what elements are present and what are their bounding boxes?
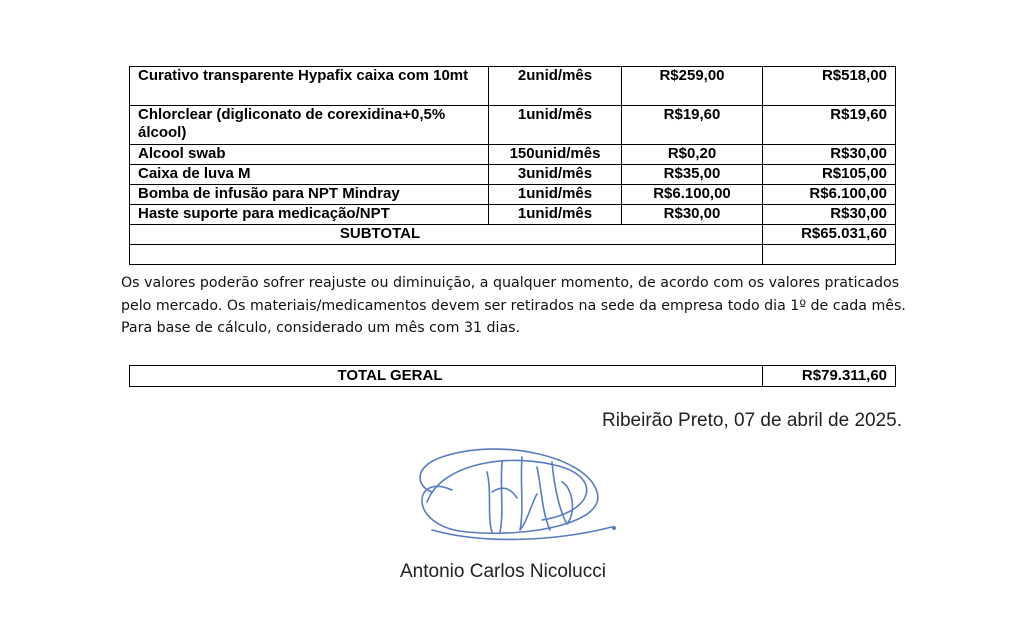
table-row [130, 165, 896, 185]
table-row [130, 205, 896, 225]
item-description: Caixa de luva M [130, 165, 489, 185]
subtotal-value: R$65.031,60 [763, 225, 896, 245]
item-description: Alcool swab [130, 145, 489, 165]
grand-total-row [130, 366, 896, 387]
item-total: R$19,60 [763, 106, 896, 145]
item-unit-price: R$6.100,00 [622, 185, 763, 205]
signature-strokes [420, 449, 615, 539]
item-total: R$518,00 [763, 67, 896, 106]
item-description: Chlorclear (digliconato de corexidina+0,5% álcool) [130, 106, 489, 145]
item-description: Curativo transparente Hypafix caixa com 10mt [130, 67, 489, 106]
grand-total-label: TOTAL GERAL [130, 366, 763, 387]
item-quantity: 1unid/mês [489, 185, 622, 205]
grand-total-table [129, 365, 896, 387]
item-total: R$30,00 [763, 205, 896, 225]
empty-cell [763, 245, 896, 265]
items-table [129, 66, 896, 265]
table-row [130, 145, 896, 165]
item-quantity: 2unid/mês [489, 67, 622, 106]
table-row [130, 185, 896, 205]
item-quantity: 3unid/mês [489, 165, 622, 185]
empty-row [130, 245, 896, 265]
item-description: Haste suporte para medicação/NPT [130, 205, 489, 225]
item-quantity: 1unid/mês [489, 106, 622, 145]
item-total: R$105,00 [763, 165, 896, 185]
subtotal-label: SUBTOTAL [130, 225, 763, 245]
signer-name: Antonio Carlos Nicolucci [400, 561, 606, 582]
table-row [130, 67, 896, 106]
item-unit-price: R$35,00 [622, 165, 763, 185]
signature-image [392, 432, 632, 562]
item-unit-price: R$0,20 [622, 145, 763, 165]
subtotal-row [130, 225, 896, 245]
item-unit-price: R$19,60 [622, 106, 763, 145]
item-quantity: 150unid/mês [489, 145, 622, 165]
item-total: R$30,00 [763, 145, 896, 165]
empty-cell [130, 245, 763, 265]
item-description: Bomba de infusão para NPT Mindray [130, 185, 489, 205]
item-quantity: 1unid/mês [489, 205, 622, 225]
pricing-note: Os valores poderão sofrer reajuste ou diminuição, a qualquer momento, de acordo com os valores praticados pelo mercado. Os materiais/medicamentos devem ser retirados na sede da empresa todo dia 1º de cada mês. Para base de cálculo, considerado um mês com 31 dias. [121, 275, 906, 336]
item-total: R$6.100,00 [763, 185, 896, 205]
table-row [130, 106, 896, 145]
item-unit-price: R$30,00 [622, 205, 763, 225]
grand-total-value: R$79.311,60 [763, 366, 896, 387]
location-date: Ribeirão Preto, 07 de abril de 2025. [602, 410, 902, 431]
item-unit-price: R$259,00 [622, 67, 763, 106]
